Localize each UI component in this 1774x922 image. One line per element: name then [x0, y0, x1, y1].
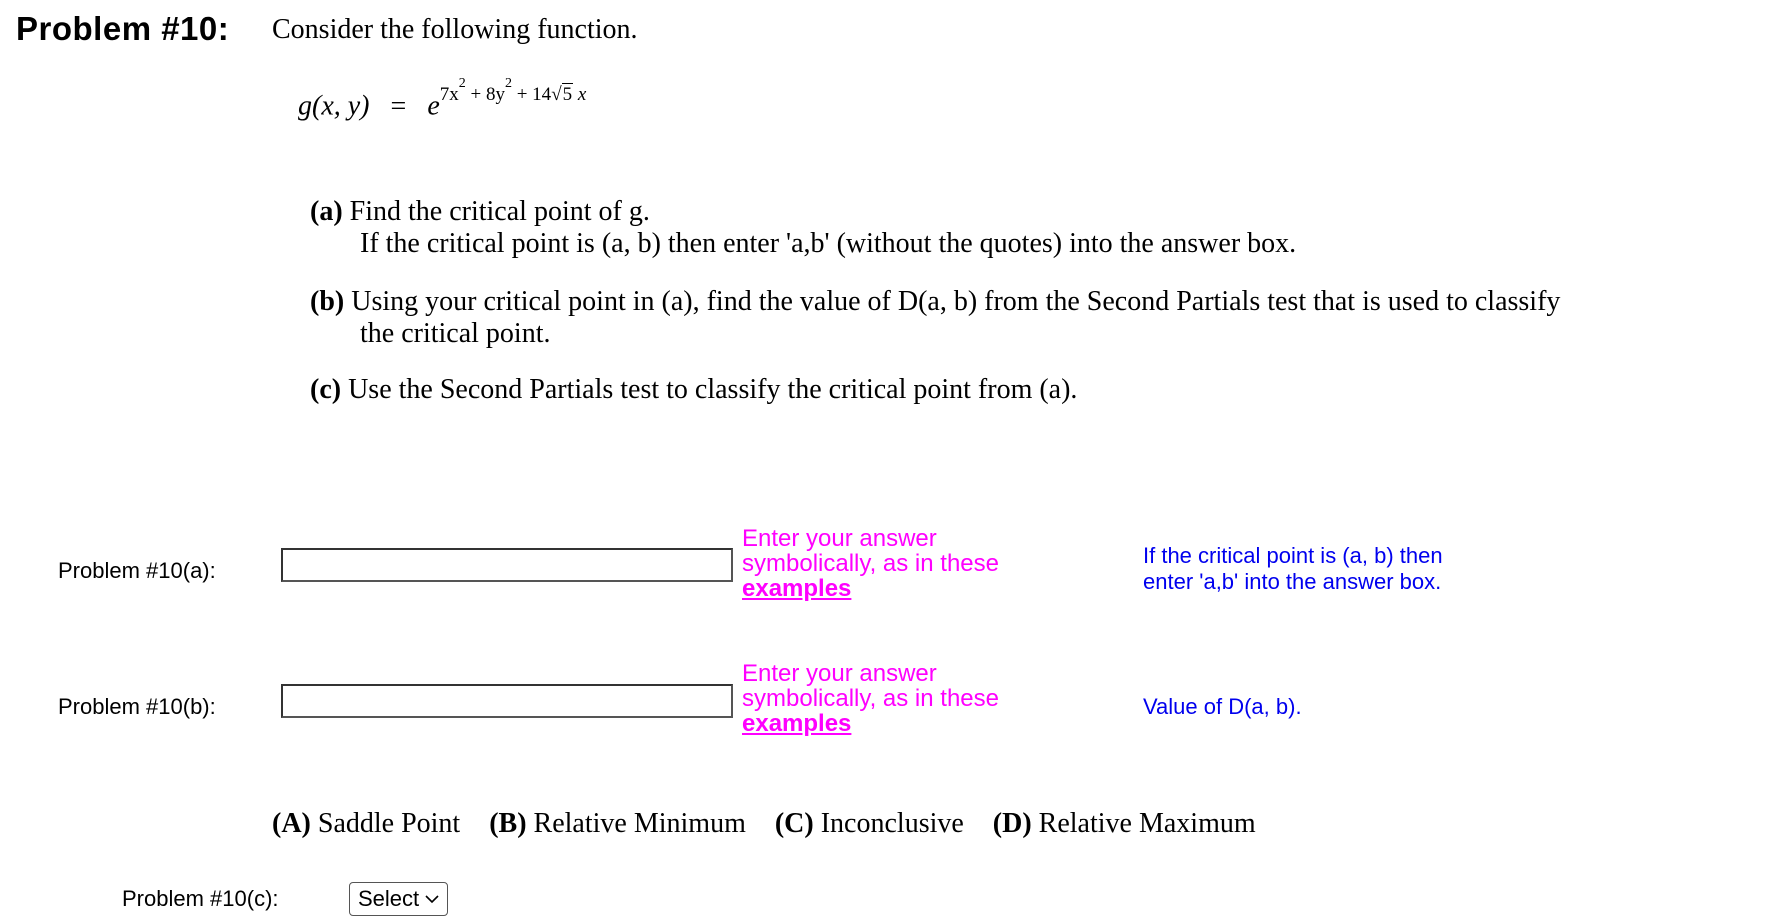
examples-link[interactable]: examples	[742, 575, 852, 602]
option-d: (D) Relative Maximum	[992, 808, 1256, 839]
answer-b-label: Problem #10(b):	[58, 694, 216, 719]
examples-link[interactable]: examples	[742, 710, 852, 737]
option-b: (B) Relative Minimum	[489, 808, 746, 839]
answer-b-note: Value of D(a, b).	[1143, 694, 1302, 719]
answer-b-hint: Enter your answer symbolically, as in these examples	[742, 660, 999, 737]
function-formula	[298, 76, 587, 123]
answer-c-label: Problem #10(c):	[122, 886, 279, 911]
chevron-down-icon	[425, 894, 439, 904]
formula-equals: =	[390, 90, 407, 122]
answer-a-label: Problem #10(a):	[58, 558, 216, 583]
problem-intro: Consider the following function.	[272, 14, 638, 45]
option-c: (C) Inconclusive	[774, 808, 964, 839]
problem-title: Problem #10:	[16, 10, 230, 47]
answer-a-input[interactable]	[281, 548, 733, 582]
classification-options	[272, 808, 1278, 840]
formula-base: e	[427, 90, 440, 122]
select-value: Select	[358, 886, 420, 911]
formula-exponent: 7x2 + 8y2 + 14√5 x	[439, 76, 587, 106]
answer-a-note: If the critical point is (a, b) then enter 'a,b' into the answer box.	[1143, 543, 1443, 594]
part-a-text: (a) Find the critical point of g. If the critical point is (a, b) then enter 'a,b' (without the quotes) into the answer box.	[310, 196, 1297, 259]
part-b-text: (b) Using your critical point in (a), find the value of D(a, b) from the Second Partials test that is used to classify the critical point.	[310, 286, 1561, 349]
classification-select[interactable]	[349, 882, 448, 916]
part-c-text: (c) Use the Second Partials test to classify the critical point from (a).	[310, 374, 1078, 405]
sqrt-symbol: √5	[551, 84, 573, 106]
answer-a-hint: Enter your answer symbolically, as in these examples	[742, 525, 999, 602]
answer-b-input[interactable]	[281, 684, 733, 718]
formula-lhs: g(x, y)	[298, 90, 370, 122]
option-a: (A) Saddle Point	[272, 808, 461, 839]
